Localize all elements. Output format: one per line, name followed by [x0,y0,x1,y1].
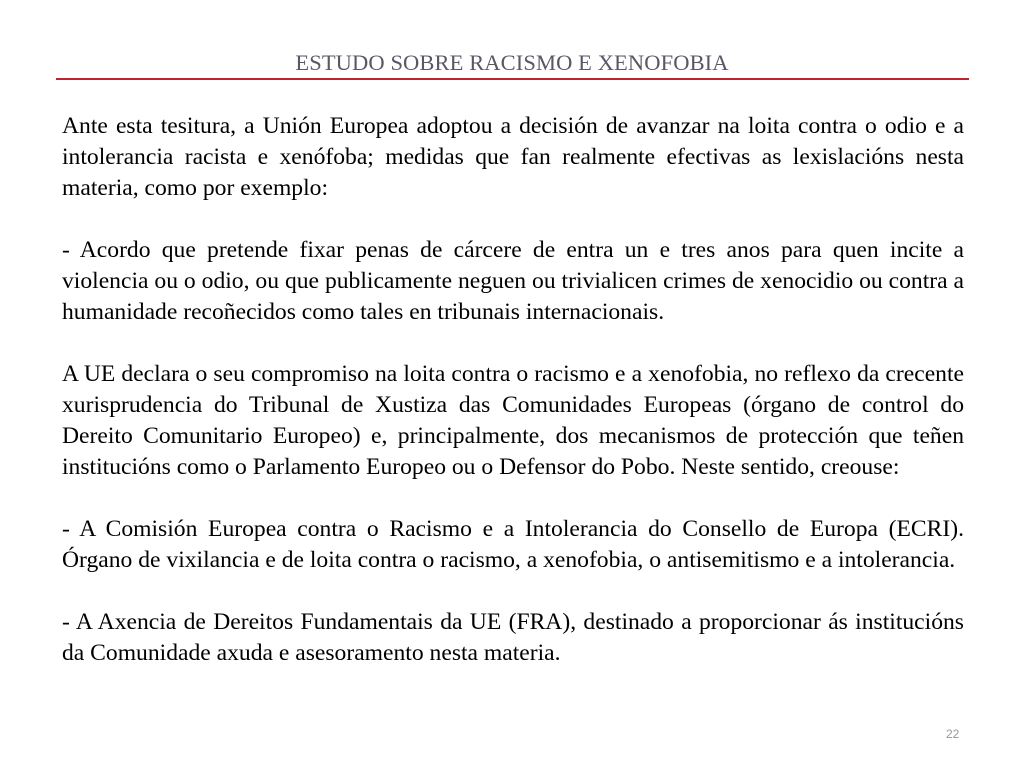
paragraph-intro: Ante esta tesitura, a Unión Europea adoptou a decisión de avanzar na loita contra o odio e a intolerancia racista e xenófoba; medidas que fan realmente efectivas as lexislacións nesta materia, como por exemplo: [62,113,964,201]
paragraph-bullet-ecri: - A Comisión Europea contra o Racismo e a Intolerancia do Consello de Europa (ECRI). Órgano de vixilancia e de loita contra o racismo, a xenofobia, o antisemitismo e a intolerancia. [62,516,964,573]
page-number: 22 [946,727,960,741]
paragraph-bullet-agreement: - Acordo que pretende fixar penas de cárcere de entra un e tres anos para quen incite a violencia ou o odio, ou que publicamente neguen ou trivialicen crimes de xenocidio ou contra a humanidade recoñecidos como tales en tribunais internacionais. [62,237,964,325]
paragraph-bullet-fra: - A Axencia de Dereitos Fundamentais da UE (FRA), destinado a proporcionar ás institucións da Comunidade axuda e asesoramento nesta materia. [62,609,964,666]
title-divider [56,78,969,80]
slide-title: ESTUDO SOBRE RACISMO E XENOFOBIA [295,50,729,75]
paragraph-eu-commitment: A UE declara o seu compromiso na loita contra o racismo e a xenofobia, no reflexo da crecente xurisprudencia do Tribunal de Xustiza das Comunidades Europeas (órgano de control do Dereito Comunitario Europeo) e, principalmente, dos mecanismos de protección que teñen institucións como o Parlamento Europeo ou o Defensor do Pobo. Neste sentido, creouse: [62,361,964,480]
slide-body [62,111,964,669]
